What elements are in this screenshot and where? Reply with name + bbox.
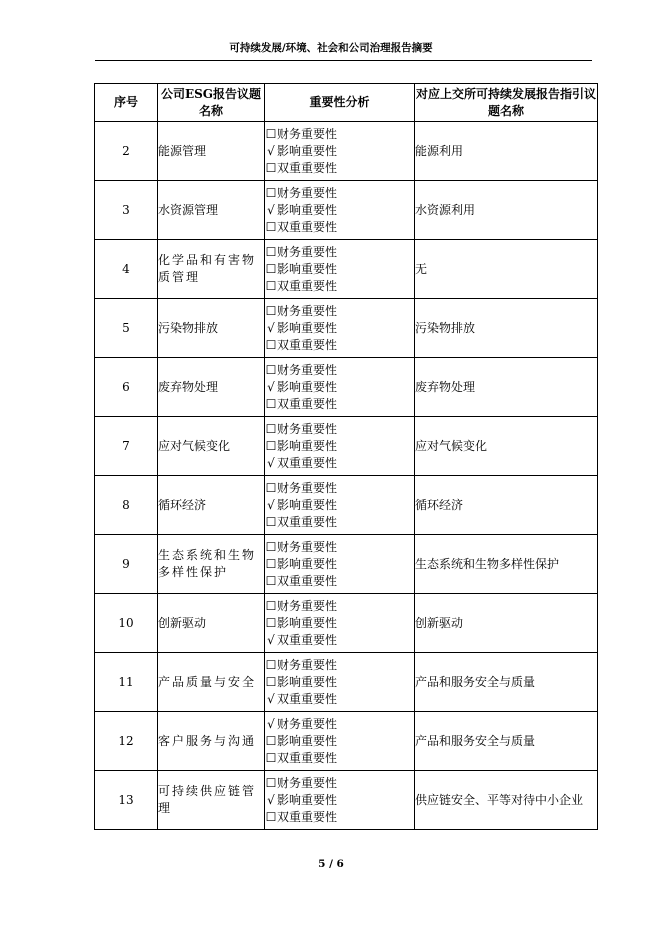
row-number: 8 bbox=[95, 476, 158, 535]
check-mark-icon: √ bbox=[267, 455, 275, 470]
materiality-options bbox=[265, 594, 415, 653]
checkbox-empty-icon: ☐ bbox=[265, 185, 277, 200]
materiality-option bbox=[265, 480, 414, 497]
table-row bbox=[95, 594, 598, 653]
materiality-option-label: 影响重要性 bbox=[277, 202, 338, 217]
materiality-option-label: 财务重要性 bbox=[277, 185, 338, 200]
esg-topic-name: 客户服务与沟通 bbox=[158, 712, 265, 771]
materiality-option bbox=[265, 598, 414, 615]
table-body bbox=[95, 122, 598, 830]
checkbox-empty-icon: ☐ bbox=[265, 657, 277, 672]
materiality-option bbox=[265, 573, 414, 590]
materiality-option-label: 双重重要性 bbox=[277, 750, 338, 765]
table-row bbox=[95, 476, 598, 535]
materiality-option bbox=[265, 691, 414, 708]
checkbox-empty-icon: ☐ bbox=[265, 126, 277, 141]
materiality-option bbox=[265, 657, 414, 674]
materiality-option bbox=[265, 615, 414, 632]
materiality-option-label: 财务重要性 bbox=[277, 775, 338, 790]
materiality-options bbox=[265, 771, 415, 830]
materiality-option-label: 财务重要性 bbox=[277, 657, 338, 672]
column-header-sse-topic: 对应上交所可持续发展报告指引议题名称 bbox=[415, 84, 598, 122]
sse-topic-name: 无 bbox=[415, 240, 598, 299]
materiality-option bbox=[265, 674, 414, 691]
materiality-option bbox=[265, 337, 414, 354]
row-number: 12 bbox=[95, 712, 158, 771]
header-divider bbox=[95, 60, 592, 61]
check-mark-icon: √ bbox=[267, 716, 275, 731]
column-header-materiality: 重要性分析 bbox=[265, 84, 415, 122]
row-number: 13 bbox=[95, 771, 158, 830]
page-number: 5 / 6 bbox=[318, 858, 344, 870]
row-number: 11 bbox=[95, 653, 158, 712]
materiality-option-label: 影响重要性 bbox=[277, 556, 338, 571]
esg-topic-name: 应对气候变化 bbox=[158, 417, 265, 476]
materiality-option-label: 影响重要性 bbox=[277, 674, 338, 689]
materiality-option bbox=[265, 556, 414, 573]
checkbox-empty-icon: ☐ bbox=[265, 438, 277, 453]
check-mark-icon: √ bbox=[267, 497, 275, 512]
materiality-option-label: 影响重要性 bbox=[277, 615, 338, 630]
checkbox-empty-icon: ☐ bbox=[265, 421, 277, 436]
materiality-option-label: 双重重要性 bbox=[277, 160, 338, 175]
sse-topic-name: 循环经济 bbox=[415, 476, 598, 535]
table-header-row bbox=[95, 84, 598, 122]
materiality-option bbox=[265, 809, 414, 826]
materiality-option bbox=[265, 396, 414, 413]
sse-topic-name: 废弃物处理 bbox=[415, 358, 598, 417]
materiality-option bbox=[265, 303, 414, 320]
materiality-options bbox=[265, 712, 415, 771]
materiality-option bbox=[265, 379, 414, 396]
checkbox-empty-icon: ☐ bbox=[265, 362, 277, 377]
materiality-option bbox=[265, 514, 414, 531]
materiality-option bbox=[265, 143, 414, 160]
sse-topic-name: 产品和服务安全与质量 bbox=[415, 653, 598, 712]
materiality-option-label: 双重重要性 bbox=[277, 573, 338, 588]
materiality-option bbox=[265, 362, 414, 379]
checkbox-empty-icon: ☐ bbox=[265, 775, 277, 790]
materiality-option bbox=[265, 320, 414, 337]
materiality-options bbox=[265, 653, 415, 712]
materiality-option-label: 双重重要性 bbox=[277, 632, 338, 647]
checkbox-empty-icon: ☐ bbox=[265, 219, 277, 234]
table-row bbox=[95, 712, 598, 771]
materiality-option bbox=[265, 632, 414, 649]
row-number: 9 bbox=[95, 535, 158, 594]
materiality-option bbox=[265, 278, 414, 295]
checkbox-empty-icon: ☐ bbox=[265, 556, 277, 571]
materiality-option-label: 影响重要性 bbox=[277, 261, 338, 276]
column-header-esg-topic: 公司ESG报告议题名称 bbox=[158, 84, 265, 122]
sse-topic-name: 创新驱动 bbox=[415, 594, 598, 653]
checkbox-empty-icon: ☐ bbox=[265, 396, 277, 411]
table-row bbox=[95, 122, 598, 181]
checkbox-empty-icon: ☐ bbox=[265, 733, 277, 748]
materiality-option-label: 财务重要性 bbox=[277, 539, 338, 554]
row-number: 4 bbox=[95, 240, 158, 299]
materiality-option bbox=[265, 421, 414, 438]
materiality-option bbox=[265, 261, 414, 278]
checkbox-empty-icon: ☐ bbox=[265, 278, 277, 293]
sse-topic-name: 产品和服务安全与质量 bbox=[415, 712, 598, 771]
esg-topic-name: 污染物排放 bbox=[158, 299, 265, 358]
materiality-option-label: 财务重要性 bbox=[277, 362, 338, 377]
checkbox-empty-icon: ☐ bbox=[265, 809, 277, 824]
materiality-option-label: 影响重要性 bbox=[277, 733, 338, 748]
materiality-option-label: 影响重要性 bbox=[277, 438, 338, 453]
checkbox-empty-icon: ☐ bbox=[265, 244, 277, 259]
row-number: 2 bbox=[95, 122, 158, 181]
row-number: 7 bbox=[95, 417, 158, 476]
table-row bbox=[95, 771, 598, 830]
materiality-option-label: 影响重要性 bbox=[277, 379, 338, 394]
table-row bbox=[95, 417, 598, 476]
sse-topic-name: 水资源利用 bbox=[415, 181, 598, 240]
row-number: 3 bbox=[95, 181, 158, 240]
sse-topic-name: 应对气候变化 bbox=[415, 417, 598, 476]
materiality-option bbox=[265, 438, 414, 455]
table-row bbox=[95, 535, 598, 594]
table-row bbox=[95, 299, 598, 358]
materiality-option bbox=[265, 539, 414, 556]
materiality-option-label: 财务重要性 bbox=[277, 303, 338, 318]
table-row bbox=[95, 181, 598, 240]
table-row bbox=[95, 358, 598, 417]
esg-topic-name: 生态系统和生物多样性保护 bbox=[158, 535, 265, 594]
check-mark-icon: √ bbox=[267, 792, 275, 807]
materiality-option-label: 影响重要性 bbox=[277, 792, 338, 807]
materiality-options bbox=[265, 476, 415, 535]
materiality-options bbox=[265, 535, 415, 594]
row-number: 6 bbox=[95, 358, 158, 417]
check-mark-icon: √ bbox=[267, 143, 275, 158]
esg-topic-name: 化学品和有害物质管理 bbox=[158, 240, 265, 299]
row-number: 10 bbox=[95, 594, 158, 653]
table-row bbox=[95, 240, 598, 299]
checkbox-empty-icon: ☐ bbox=[265, 750, 277, 765]
materiality-option bbox=[265, 733, 414, 750]
materiality-options bbox=[265, 122, 415, 181]
esg-topic-name: 产品质量与安全 bbox=[158, 653, 265, 712]
materiality-option bbox=[265, 497, 414, 514]
checkbox-empty-icon: ☐ bbox=[265, 539, 277, 554]
materiality-option-label: 双重重要性 bbox=[277, 514, 338, 529]
esg-topic-name: 能源管理 bbox=[158, 122, 265, 181]
checkbox-empty-icon: ☐ bbox=[265, 598, 277, 613]
materiality-options bbox=[265, 240, 415, 299]
checkbox-empty-icon: ☐ bbox=[265, 261, 277, 276]
materiality-option-label: 双重重要性 bbox=[277, 219, 338, 234]
materiality-option bbox=[265, 792, 414, 809]
materiality-option-label: 财务重要性 bbox=[277, 421, 338, 436]
sse-topic-name: 能源利用 bbox=[415, 122, 598, 181]
sse-topic-name: 生态系统和生物多样性保护 bbox=[415, 535, 598, 594]
materiality-options bbox=[265, 181, 415, 240]
check-mark-icon: √ bbox=[267, 379, 275, 394]
checkbox-empty-icon: ☐ bbox=[265, 674, 277, 689]
check-mark-icon: √ bbox=[267, 632, 275, 647]
materiality-option-label: 财务重要性 bbox=[277, 598, 338, 613]
materiality-option-label: 双重重要性 bbox=[277, 455, 338, 470]
materiality-option-label: 双重重要性 bbox=[277, 396, 338, 411]
esg-topic-name: 循环经济 bbox=[158, 476, 265, 535]
checkbox-empty-icon: ☐ bbox=[265, 303, 277, 318]
materiality-option-label: 财务重要性 bbox=[277, 716, 338, 731]
materiality-option bbox=[265, 202, 414, 219]
materiality-option-label: 影响重要性 bbox=[277, 143, 338, 158]
materiality-option bbox=[265, 219, 414, 236]
esg-topic-name: 废弃物处理 bbox=[158, 358, 265, 417]
materiality-options bbox=[265, 417, 415, 476]
row-number: 5 bbox=[95, 299, 158, 358]
materiality-option bbox=[265, 244, 414, 261]
materiality-options bbox=[265, 358, 415, 417]
materiality-option-label: 财务重要性 bbox=[277, 244, 338, 259]
column-header-number: 序号 bbox=[95, 84, 158, 122]
esg-topic-name: 创新驱动 bbox=[158, 594, 265, 653]
materiality-options bbox=[265, 299, 415, 358]
check-mark-icon: √ bbox=[267, 691, 275, 706]
check-mark-icon: √ bbox=[267, 320, 275, 335]
table-row bbox=[95, 653, 598, 712]
materiality-option bbox=[265, 716, 414, 733]
materiality-option bbox=[265, 455, 414, 472]
checkbox-empty-icon: ☐ bbox=[265, 480, 277, 495]
sse-topic-name: 供应链安全、平等对待中小企业 bbox=[415, 771, 598, 830]
sse-topic-name: 污染物排放 bbox=[415, 299, 598, 358]
materiality-option-label: 双重重要性 bbox=[277, 691, 338, 706]
checkbox-empty-icon: ☐ bbox=[265, 337, 277, 352]
checkbox-empty-icon: ☐ bbox=[265, 573, 277, 588]
materiality-option bbox=[265, 750, 414, 767]
materiality-option-label: 双重重要性 bbox=[277, 337, 338, 352]
materiality-option-label: 双重重要性 bbox=[277, 278, 338, 293]
materiality-option bbox=[265, 126, 414, 143]
checkbox-empty-icon: ☐ bbox=[265, 615, 277, 630]
esg-topic-name: 可持续供应链管理 bbox=[158, 771, 265, 830]
materiality-option-label: 财务重要性 bbox=[277, 480, 338, 495]
materiality-option bbox=[265, 185, 414, 202]
checkbox-empty-icon: ☐ bbox=[265, 160, 277, 175]
page-header-title: 可持续发展/环境、社会和公司治理报告摘要 bbox=[229, 42, 433, 54]
checkbox-empty-icon: ☐ bbox=[265, 514, 277, 529]
materiality-option-label: 影响重要性 bbox=[277, 497, 338, 512]
check-mark-icon: √ bbox=[267, 202, 275, 217]
materiality-option-label: 影响重要性 bbox=[277, 320, 338, 335]
materiality-option-label: 财务重要性 bbox=[277, 126, 338, 141]
esg-topic-table bbox=[94, 83, 598, 830]
materiality-option bbox=[265, 160, 414, 177]
materiality-option bbox=[265, 775, 414, 792]
esg-topic-name: 水资源管理 bbox=[158, 181, 265, 240]
materiality-option-label: 双重重要性 bbox=[277, 809, 338, 824]
